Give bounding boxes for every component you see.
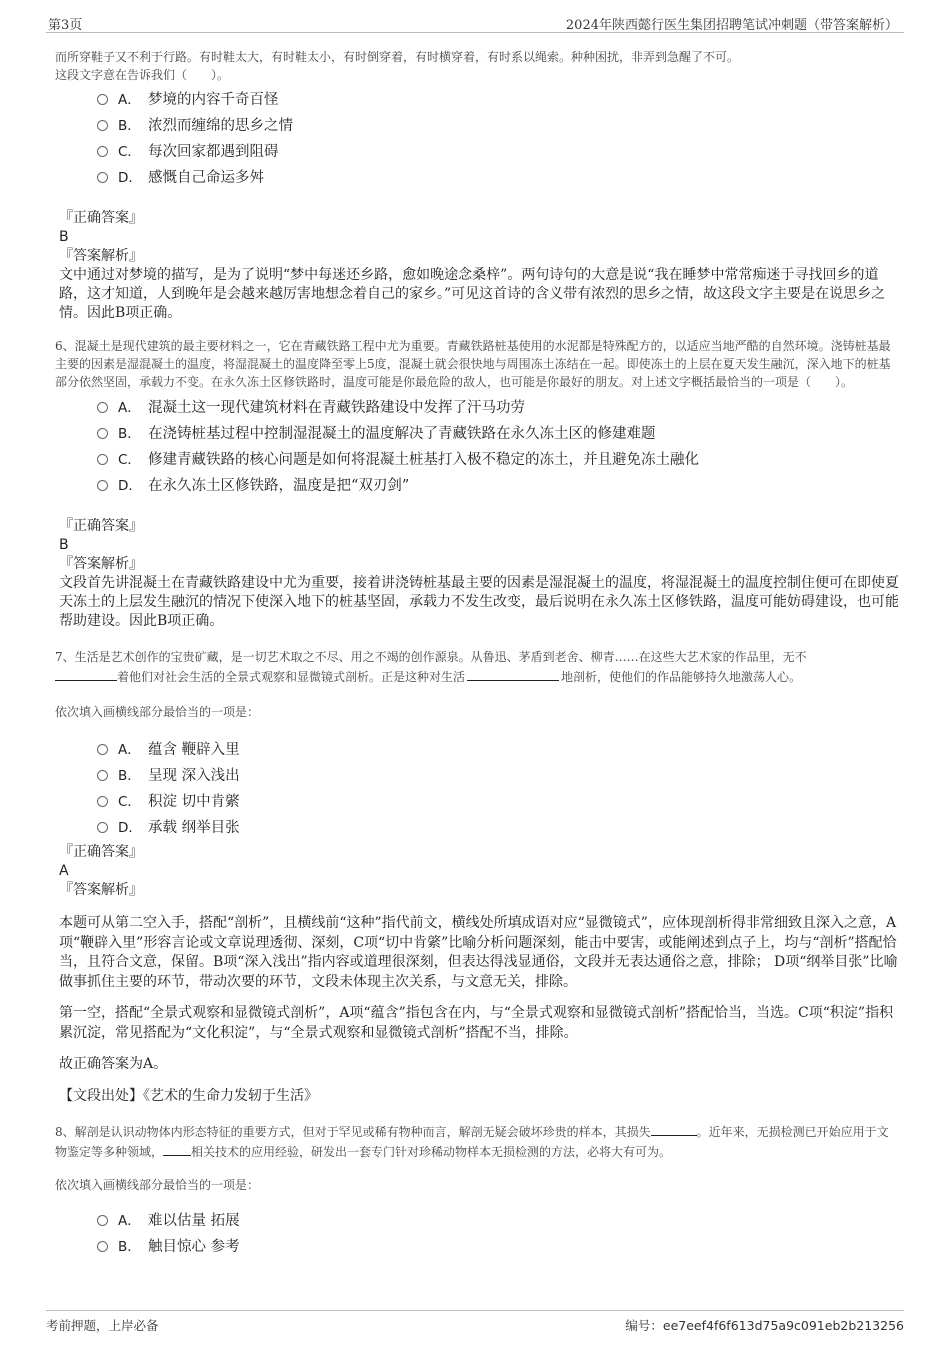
q8-option-a[interactable]: A． 难以估量 拓展 [97,1208,905,1234]
q8-option-b[interactable]: B． 触目惊心 参考 [97,1234,905,1260]
page-footer [46,1310,904,1335]
q6-option-d[interactable]: D． 在永久冻土区修铁路，温度是把“双刃剑” [97,473,905,499]
page-number: 第3页 [48,18,83,33]
q8-stem-part-2: 。近年来，无损检测已开始应用于文物鉴定等多种领域， [55,1125,889,1159]
q6-option-b[interactable]: B． 在浇铸桩基过程中控制湿混凝土的温度解决了青藏铁路在永久冻土区的修建难题 [97,421,905,447]
radio-icon[interactable] [97,428,108,439]
q7-analysis-2: 第一空，搭配“全景式观察和显微镜式剖析”，A项“蕴含”指包含在内，与“全景式观察和显微镜式剖析”搭配恰当，当选。C项“积淀”指积累沉淀，常见搭配为“文化积淀”，与“全景式观察和显微镜式剖析”搭配不当，排除。 [59,1005,894,1041]
q5-option-a[interactable]: A． 梦境的内容千奇百怪 [97,87,905,113]
footer-slogan: 考前押题，上岸必备 [46,1318,159,1333]
q5-option-b[interactable]: B． 浓烈而缠绵的思乡之情 [97,113,905,139]
q5-option-c[interactable]: C． 每次回家都遇到阻碍 [97,139,905,165]
page-content [55,48,905,1260]
q7-options [97,737,905,841]
radio-icon[interactable] [97,796,108,807]
q5-options [97,87,905,191]
radio-icon[interactable] [97,402,108,413]
q7-prompt: 依次填入画横线部分最恰当的一项是： [55,705,260,719]
q6-answer: B [59,537,69,553]
radio-icon[interactable] [97,120,108,131]
page-header [46,12,904,33]
radio-icon[interactable] [97,744,108,755]
code-value: ee7eef4f6f613d75a9c091eb2b213256 [662,1318,904,1333]
q6-analysis: 文段首先讲混凝土在青藏铁路建设中尤为重要，接着讲浇铸桩基最主要的因素是湿混凝土的温度，将湿混凝土的温度控制住便可在即使夏天冻土的上层发生融沉的情况下使深入地下的桩基坚固，承载力不发生改变，最后说明在永久冻土区修铁路，温度可能妨碍建设，也可能帮助建设。因此B项正确。 [59,575,899,629]
q6-stem: 6、混凝土是现代建筑的最主要材料之一，它在青藏铁路工程中尤为重要。青藏铁路桩基使用的水泥都是特殊配方的，以适应当地严酷的自然环境。浇铸桩基最主要的因素是湿混凝土的温度，将湿混凝土的温度降至零上5度，混凝土就会很快地与周围冻土冻结在一起。即使冻土的上层在夏天发生融沉，深入地下的桩基部分依然坚固，承载力不变。在永久冻土区修铁路时，温度可能是你最危险的敌人，也可能是你最好的朋友。对上述文字概括最恰当的一项是（ ）。 [55,339,891,389]
radio-icon[interactable] [97,822,108,833]
q5-analysis-label: 『答案解析』 [59,248,143,264]
q7-answer: A [59,863,69,879]
radio-icon[interactable] [97,1215,108,1226]
q6-option-c[interactable]: C． 修建青藏铁路的核心问题是如何将混凝土桩基打入极不稳定的冻土，并且避免冻土融化 [97,447,905,473]
source-title: 《艺术的生命力发轫于生活》 [143,1087,318,1104]
q8-blank-2 [163,1143,191,1156]
q7-blank-1 [55,668,117,681]
q5-correct-label: 『正确答案』 [59,210,143,226]
source-label: 【文段出处】 [59,1087,143,1104]
radio-icon[interactable] [97,172,108,183]
radio-icon[interactable] [97,1241,108,1252]
q5-analysis: 文中通过对梦境的描写，是为了说明“梦中每迷还乡路，愈如晚途念桑梓”。两句诗句的大意是说“我在睡梦中常常痴迷于寻找回乡的道路，这才知道，人到晚年是会越来越厉害地想念着自己的家乡。”可见这首诗的含义带有浓烈的思乡之情，故这段文字主要是在说思乡之情。因此B项正确。 [59,267,886,321]
q5-answer: B [59,229,69,245]
q8-stem-part-3: 相关技术的应用经验，研发出一套专门针对珍稀动物样本无损检测的方法，必将大有可为。 [191,1145,672,1159]
q7-stem-part-2: 着他们对社会生活的全景式观察和显微镜式剖析。正是这种对生活 [117,670,466,684]
q7-stem-part-1: 7、生活是艺术创作的宝贵矿藏，是一切艺术取之不尽、用之不竭的创作源泉。从鲁迅、茅盾到老舍、柳青……在这些大艺术家的作品里，无不 [55,650,807,664]
q6-options [97,395,905,499]
radio-icon[interactable] [97,94,108,105]
q7-stem-part-3: 地剖析，使他们的作品能够持久地激荡人心。 [561,670,802,684]
q8-stem [55,1122,897,1162]
code-label: 编号： [625,1318,663,1333]
q7-analysis-label: 『答案解析』 [59,882,143,898]
q7-option-d[interactable]: D． 承载 纲举目张 [97,815,905,841]
q7-stem [55,647,897,687]
q7-source [59,1087,899,1107]
q7-option-a[interactable]: A． 蕴含 鞭辟入里 [97,737,905,763]
q8-options [97,1208,905,1260]
q5-option-d[interactable]: D． 感慨自己命运多舛 [97,165,905,191]
document-title: 2024年陕西懿行医生集团招聘笔试冲刺题（带答案解析） [565,18,898,33]
q7-option-b[interactable]: B． 呈现 深入浅出 [97,763,905,789]
q7-correct-label: 『正确答案』 [59,844,143,860]
q5-stem-line-1: 而所穿鞋子又不利于行路。有时鞋太大，有时鞋太小，有时倒穿着，有时横穿着，有时系以绳索。种种困扰，非弄到急醒了不可。 [55,50,740,64]
radio-icon[interactable] [97,480,108,491]
q8-stem-part-1: 8、解剖是认识动物体内形态特征的重要方式，但对于罕见或稀有物种而言，解剖无疑会破坏珍贵的样本，其损失 [55,1125,651,1139]
radio-icon[interactable] [97,770,108,781]
q8-prompt: 依次填入画横线部分最恰当的一项是： [55,1178,260,1192]
q6-analysis-label: 『答案解析』 [59,556,143,572]
q8-blank-1 [651,1123,697,1136]
q7-analysis-3: 故正确答案为A。 [59,1056,168,1072]
q6-option-a[interactable]: A． 混凝土这一现代建筑材料在青藏铁路建设中发挥了汗马功劳 [97,395,905,421]
q7-analysis-1: 本题可从第二空入手，搭配“剖析”，且横线前“这种”指代前文，横线处所填成语对应“显微镜式”，应体现剖析得非常细致且深入之意，A项“鞭辟入里”形容言论或文章说理透彻、深刻，C项“切中肯綮”比喻分析问题深刻，能击中要害，或能阐述到点子上，均与“剖析”搭配恰当，且符合文意，保留。B项“深入浅出”指内容或道理很深刻，但表达得浅显通俗，文段并无表达通俗之意，排除； D项“纲举目张”比喻做事抓住主要的环节，带动次要的环节，文段未体现主次关系，与文意无关，排除。 [59,915,898,990]
q6-correct-label: 『正确答案』 [59,518,143,534]
radio-icon[interactable] [97,146,108,157]
q5-stem [55,48,905,84]
radio-icon[interactable] [97,454,108,465]
q5-stem-line-2: 这段文字意在告诉我们（ ）。 [55,68,230,82]
q7-blank-2 [467,668,559,681]
document-code [625,1316,904,1334]
q7-option-c[interactable]: C． 积淀 切中肯綮 [97,789,905,815]
